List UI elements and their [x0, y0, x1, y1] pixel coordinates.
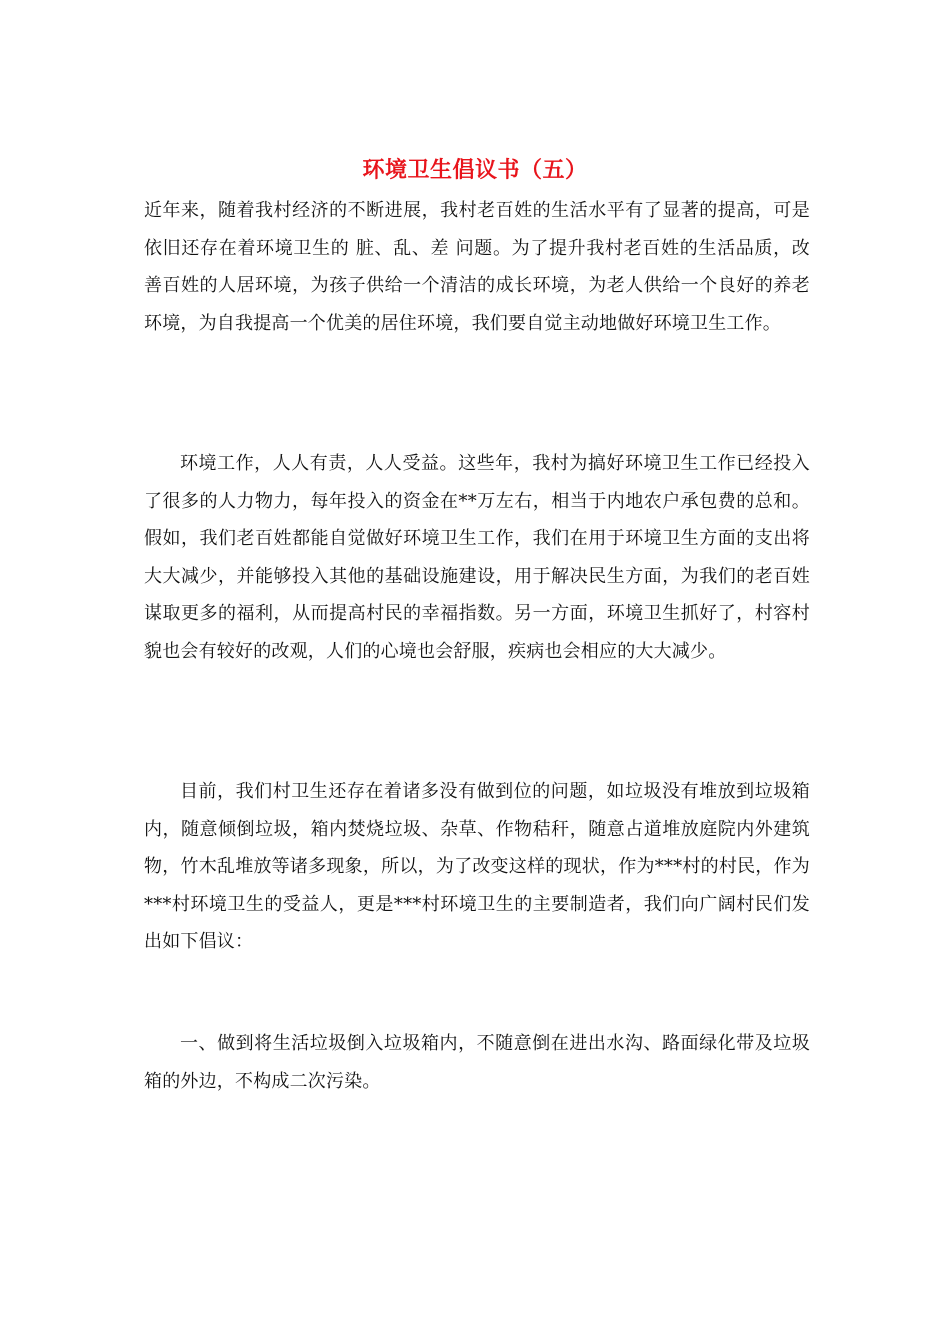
paragraph-intro: 近年来，随着我村经济的不断进展，我村老百姓的生活水平有了显著的提高，可是依旧还存在着环境卫生的 脏、乱、差 问题。为了提升我村老百姓的生活品质，改善百姓的人居环境，为孩子供给一个清洁的成长环境，为老人供给一个良好的养老环境，为自我提高一个优美的居住环境，我们要自觉主动地做好环境卫生工作。	[144, 200, 810, 334]
paragraph-proposal-one: 一、做到将生活垃圾倒入垃圾箱内，不随意倒在进出水沟、路面绿化带及垃圾箱的外边，不构成二次污染。	[144, 1033, 810, 1092]
paragraph-current-problems: 目前，我们村卫生还存在着诸多没有做到位的问题，如垃圾没有堆放到垃圾箱内，随意倾倒垃圾，箱内焚烧垃圾、杂草、作物秸秆，随意占道堆放庭院内外建筑物，竹木乱堆放等诸多现象，所以，为了改变这样的现状，作为***村的村民，作为***村环境卫生的受益人，更是***村环境卫生的主要制造者，我们向广阔村民们发出如下倡议：	[144, 781, 810, 952]
document-title: 环境卫生倡议书（五）	[362, 157, 588, 183]
paragraph-responsibility: 环境工作，人人有责，人人受益。这些年，我村为搞好环境卫生工作已经投入了很多的人力物力，每年投入的资金在**万左右，相当于内地农户承包费的总和。假如，我们老百姓都能自觉做好环境卫生工作，我们在用于环境卫生方面的支出将大大减少，并能够投入其他的基础设施建设，用于解决民生方面，为我们的老百姓谋取更多的福利，从而提高村民的幸福指数。另一方面，环境卫生抓好了，村容村貌也会有较好的改观，人们的心境也会舒服，疾病也会相应的大大减少。	[144, 453, 810, 662]
